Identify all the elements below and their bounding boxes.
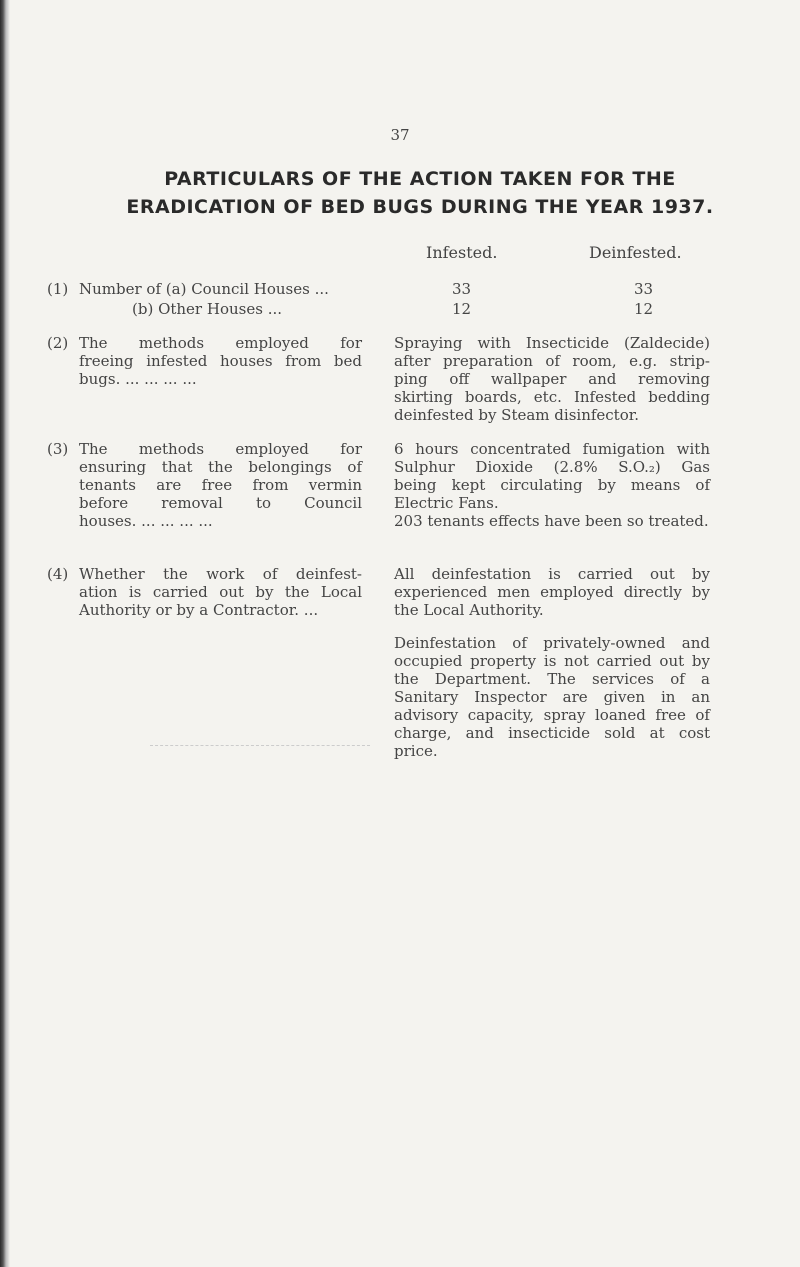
item-4-question-line: Authority or by a Contractor. ...: [79, 601, 319, 619]
item-4-note-line: Sanitary Inspector are given in an: [394, 688, 710, 706]
item-2-question-line: freeing infested houses from bed: [79, 352, 362, 370]
item-3-answer-line: Sulphur Dioxide (2.8% S.O.₂) Gas: [394, 458, 710, 476]
item-4-note-line: occupied property is not carried out by: [394, 652, 710, 670]
item-2-number: (2): [47, 334, 69, 352]
page-title-line-2: ERADICATION OF BED BUGS DURING THE YEAR 1937.: [126, 196, 714, 218]
item-4-answer-line: experienced men employed directly by: [394, 583, 710, 601]
item-1-row-b-label: (b) Other Houses ...: [132, 300, 282, 318]
item-2-answer-line: deinfested by Steam disinfector.: [394, 406, 640, 424]
item-4-number: (4): [47, 565, 69, 583]
page-title-line-1: PARTICULARS OF THE ACTION TAKEN FOR THE: [164, 168, 676, 190]
item-3-answer-line: 6 hours concentrated fumigation with: [394, 440, 710, 458]
item-4-question: [79, 565, 362, 619]
item-3-question-line: houses. ... ... ... ...: [79, 512, 213, 530]
item-1-row-a-label: Number of (a) Council Houses ...: [79, 280, 329, 298]
column-header-infested: Infested.: [426, 243, 498, 262]
item-4-note-line: Deinfestation of privately-owned and: [394, 634, 710, 652]
item-4-note-line: advisory capacity, spray loaned free of: [394, 706, 710, 724]
item-3-answer-line: being kept circulating by means of: [394, 476, 710, 494]
item-4-note-line: price.: [394, 742, 438, 760]
item-3-answer-line: 203 tenants effects have been so treated.: [394, 512, 709, 530]
item-2-answer-line: Spraying with Insecticide (Zaldecide): [394, 334, 710, 352]
item-3-answer-line: Electric Fans.: [394, 494, 499, 512]
item-3-number: (3): [47, 440, 69, 458]
item-4-note: [394, 634, 710, 760]
item-4-note-line: the Department. The services of a: [394, 670, 710, 688]
item-3-question-line: tenants are free from vermin: [79, 476, 362, 494]
faint-divider: [150, 745, 370, 746]
item-4-note-line: charge, and insecticide sold at cost: [394, 724, 710, 742]
item-4-answer-line: All deinfestation is carried out by: [394, 565, 710, 583]
item-4-question-line: ation is carried out by the Local: [79, 583, 362, 601]
item-3-question: [79, 440, 362, 530]
item-2-question-line: bugs. ... ... ... ...: [79, 370, 197, 388]
column-header-deinfested: Deinfested.: [589, 243, 682, 262]
binding-edge: [0, 0, 10, 1267]
item-2-question: [79, 334, 362, 388]
item-4-answer-line: the Local Authority.: [394, 601, 544, 619]
page-number: 37: [390, 126, 410, 144]
item-3-answer: [394, 440, 710, 530]
item-3-question-line: ensuring that the belongings of: [79, 458, 362, 476]
item-2-question-line: The methods employed for: [79, 334, 362, 352]
item-2-answer-line: ping off wallpaper and removing: [394, 370, 710, 388]
item-3-question-line: before removal to Council: [79, 494, 362, 512]
item-1-row-b-deinfested: 12: [634, 300, 654, 318]
item-1-row-b-infested: 12: [452, 300, 472, 318]
item-1-row-a-infested: 33: [452, 280, 472, 298]
item-2-answer-line: after preparation of room, e.g. strip-: [394, 352, 710, 370]
item-2-answer: [394, 334, 710, 424]
item-2-answer-line: skirting boards, etc. Infested bedding: [394, 388, 710, 406]
item-1-row-a-deinfested: 33: [634, 280, 654, 298]
item-4-answer: [394, 565, 710, 619]
item-4-question-line: Whether the work of deinfest-: [79, 565, 362, 583]
item-1-number: (1): [47, 280, 69, 298]
item-3-question-line: The methods employed for: [79, 440, 362, 458]
